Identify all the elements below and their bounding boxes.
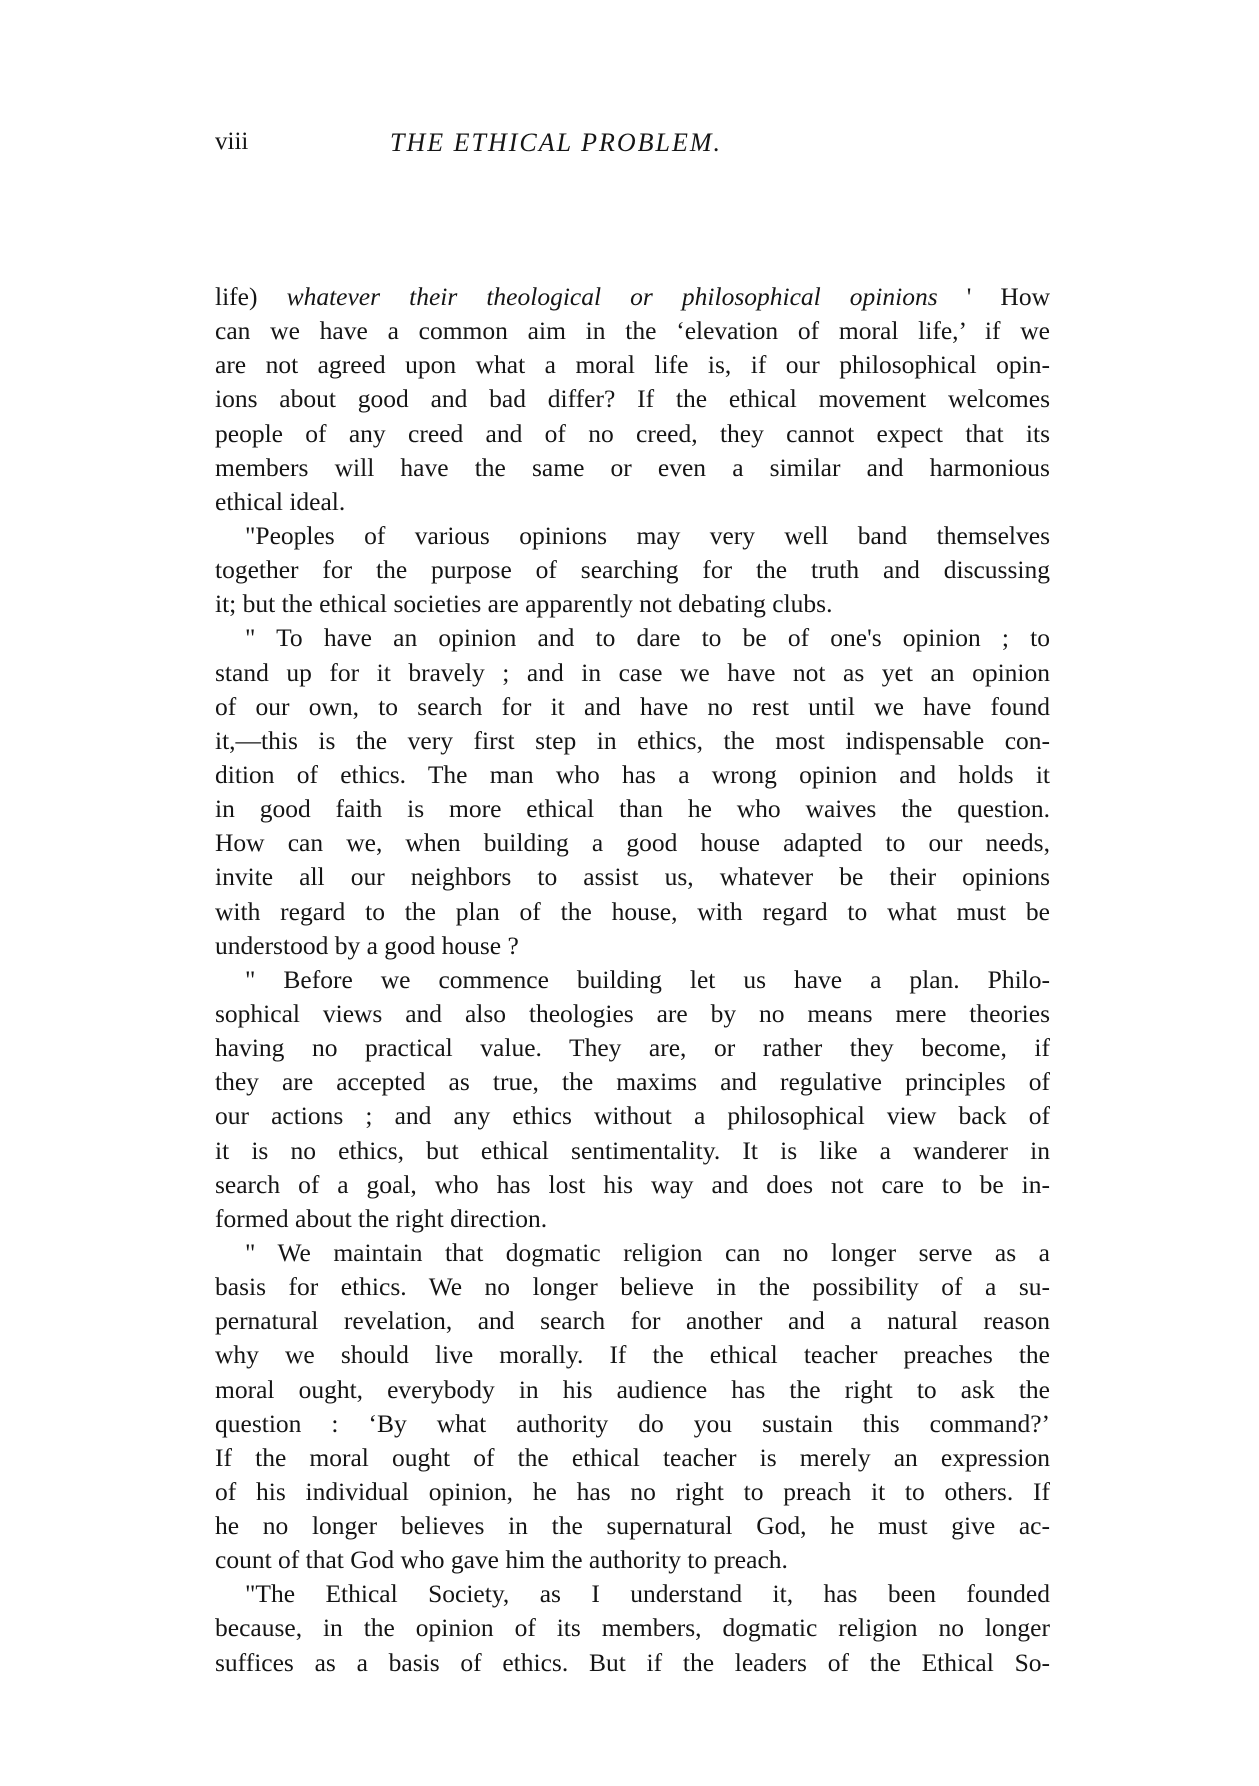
text-line: our actions ; and any ethics without a philosophical view back of	[215, 1101, 1050, 1131]
text-line: it,—this is the very first step in ethics, the most indispensable con-	[215, 725, 1050, 755]
text-line: invite all our neighbors to assist us, whatever be their opinions	[215, 862, 1050, 892]
text-line: why we should live morally. If the ethical teacher preaches the	[215, 1340, 1050, 1370]
text-line: together for the purpose of searching for the truth and discussing	[215, 555, 1050, 585]
text-span: ' How	[937, 282, 1050, 311]
text-line: of his individual opinion, he has no right to preach it to others. If	[215, 1476, 1050, 1506]
text-line: with regard to the plan of the house, with regard to what must be	[215, 896, 1050, 926]
text-line: dition of ethics. The man who has a wrong opinion and holds it	[215, 759, 1050, 789]
text-line: are not agreed upon what a moral life is, if our philosophical opin-	[215, 350, 1050, 380]
text-line: "The Ethical Society, as I understand it, has been founded	[245, 1579, 1050, 1609]
page-number: viii	[215, 128, 249, 155]
text-line: it is no ethics, but ethical sentimentality. It is like a wanderer in	[215, 1135, 1050, 1165]
text-line: " We maintain that dogmatic religion can no longer serve as a	[245, 1237, 1050, 1267]
text-line: search of a goal, who has lost his way and does not care to be in-	[215, 1169, 1050, 1199]
text-line: question : ‘By what authority do you sustain this command?’	[215, 1408, 1050, 1438]
text-line: moral ought, everybody in his audience has the right to ask the	[215, 1374, 1050, 1404]
text-line: sophical views and also theologies are by no means mere theories	[215, 998, 1050, 1028]
text-line: he no longer believes in the supernatural God, he must give ac-	[215, 1511, 1050, 1541]
text-line: ions about good and bad differ? If the ethical movement welcomes	[215, 384, 1050, 414]
page-header	[215, 128, 1050, 164]
text-line: How can we, when building a good house adapted to our needs,	[215, 828, 1050, 858]
text-line: it; but the ethical societies are apparently not debating clubs.	[215, 589, 833, 619]
text-line: understood by a good house ?	[215, 930, 519, 960]
text-line: suffices as a basis of ethics. But if the leaders of the Ethical So-	[215, 1647, 1050, 1677]
text-line: because, in the opinion of its members, dogmatic religion no longer	[215, 1613, 1050, 1643]
text-line: pernatural revelation, and search for another and a natural reason	[215, 1306, 1050, 1336]
body-text	[215, 280, 1050, 1680]
running-title: THE ETHICAL PROBLEM.	[390, 128, 723, 157]
text-span: life)	[215, 282, 287, 311]
text-line: having no practical value. They are, or rather they become, if	[215, 1033, 1050, 1063]
text-line: count of that God who gave him the authority to preach.	[215, 1545, 788, 1575]
text-line: If the moral ought of the ethical teacher is merely an expression	[215, 1442, 1050, 1472]
text-line	[215, 280, 1050, 314]
text-line: "Peoples of various opinions may very well band themselves	[245, 520, 1050, 550]
text-line: in good faith is more ethical than he who waives the question.	[215, 794, 1050, 824]
italic-quote: whatever their theological or philosophical opinions	[286, 282, 938, 311]
text-line: they are accepted as true, the maxims and regulative principles of	[215, 1067, 1050, 1097]
text-line: people of any creed and of no creed, they cannot expect that its	[215, 418, 1050, 448]
text-line: " To have an opinion and to dare to be of one's opinion ; to	[245, 623, 1050, 653]
text-line: formed about the right direction.	[215, 1203, 548, 1233]
text-line: can we have a common aim in the ‘elevation of moral life,’ if we	[215, 316, 1050, 346]
text-line: members will have the same or even a similar and harmonious	[215, 452, 1050, 482]
text-line: of our own, to search for it and have no rest until we have found	[215, 691, 1050, 721]
text-line: basis for ethics. We no longer believe in the possibility of a su-	[215, 1272, 1050, 1302]
text-line: ethical ideal.	[215, 486, 346, 516]
text-line: stand up for it bravely ; and in case we have not as yet an opinion	[215, 657, 1050, 687]
text-line: " Before we commence building let us have a plan. Philo-	[245, 964, 1050, 994]
